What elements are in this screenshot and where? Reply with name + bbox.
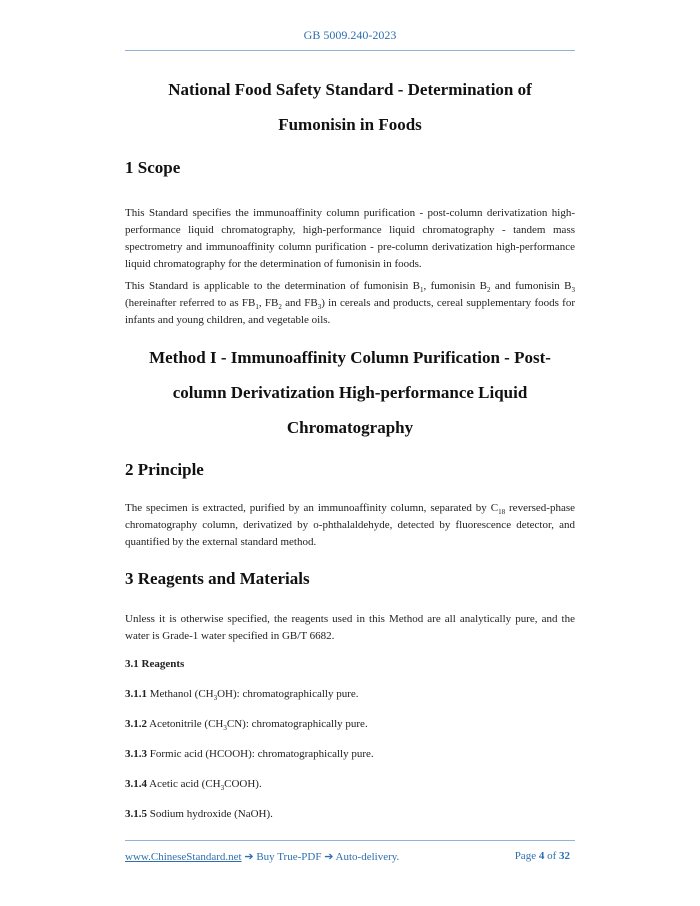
- reagents-subheading: 3.1 Reagents: [125, 658, 185, 670]
- total-pages: 32: [559, 850, 570, 862]
- reagent-item: 3.1.3 Formic acid (HCOOH): chromatographically pure.: [125, 748, 374, 760]
- page-indicator: Page 4 of 32: [514, 850, 570, 862]
- standard-code: GB 5009.240-2023: [303, 28, 397, 42]
- scope-paragraph-1: This Standard specifies the immunoaffinity column purification - post-column derivatization high-performance liquid chromatography, high-performance liquid chromatography - tandem mass spectrometry and immunoaffinity column purification - pre-column derivatization high-performance liquid chromatography for the determination of fumonisin in foods.: [125, 207, 575, 270]
- header-divider: [125, 50, 575, 51]
- method-title-line-2: column Derivatization High-performance Liquid: [172, 383, 528, 402]
- reagent-item: 3.1.4 Acetic acid $(CH_3COOH)$.: [125, 778, 262, 793]
- section-reagents-heading: 3 Reagents and Materials: [125, 569, 310, 588]
- method-title-line-3: Chromatography: [286, 418, 414, 437]
- reagent-item: 3.1.2 Acetonitrile $(CH_3CN)$: chromatographically pure.: [125, 718, 368, 733]
- arrow-right-icon: ➔: [244, 851, 254, 863]
- title-line-1: National Food Safety Standard - Determination of: [168, 80, 532, 99]
- reagents-paragraph: Unless it is otherwise specified, the reagents used in this Method are all analytically pure, and the water is Grade-1 water specified in GB/T 6682.: [125, 613, 575, 642]
- buy-pdf-text: Buy True-PDF: [253, 851, 325, 863]
- method-1-title: [125, 340, 575, 445]
- title-line-2: Fumonisin in Foods: [278, 115, 422, 134]
- footer-divider: [125, 840, 575, 841]
- section-principle-heading: 2 Principle: [125, 460, 204, 479]
- method-title-line-1: Method I - Immunoaffinity Column Purification - Post-: [149, 348, 551, 367]
- arrow-right-icon: ➔: [324, 851, 334, 863]
- auto-delivery-text: Auto-delivery.: [333, 851, 400, 863]
- current-page: 4: [538, 850, 545, 862]
- document-title: [125, 72, 575, 142]
- footer-promo: [125, 850, 399, 863]
- reagent-item: 3.1.5 Sodium hydroxide (NaOH).: [125, 808, 273, 820]
- section-scope-heading: 1 Scope: [125, 158, 181, 177]
- website-link[interactable]: www.ChineseStandard.net: [125, 851, 242, 863]
- reagent-item: 3.1.1 Methanol $(CH_3OH)$: chromatographically pure.: [125, 688, 359, 703]
- scope-paragraph-2: This Standard is applicable to the determination of fumonisin $B_1$, fumonisin $B_2$ and fumonisin $B_3$ (hereinafter referred to as $FB_1$, $FB_2$ and $FB_3$) in cereals and products, cereal supplementary foods for infants and young children, and vegetable oils.: [125, 280, 575, 326]
- principle-paragraph: The specimen is extracted, purified by an immunoaffinity column, separated by $C_{18}$ reversed-phase chromatography column, derivatized by o-phthalaldehyde, detected by fluorescence detector, and quantified by the external standard method.: [125, 502, 575, 548]
